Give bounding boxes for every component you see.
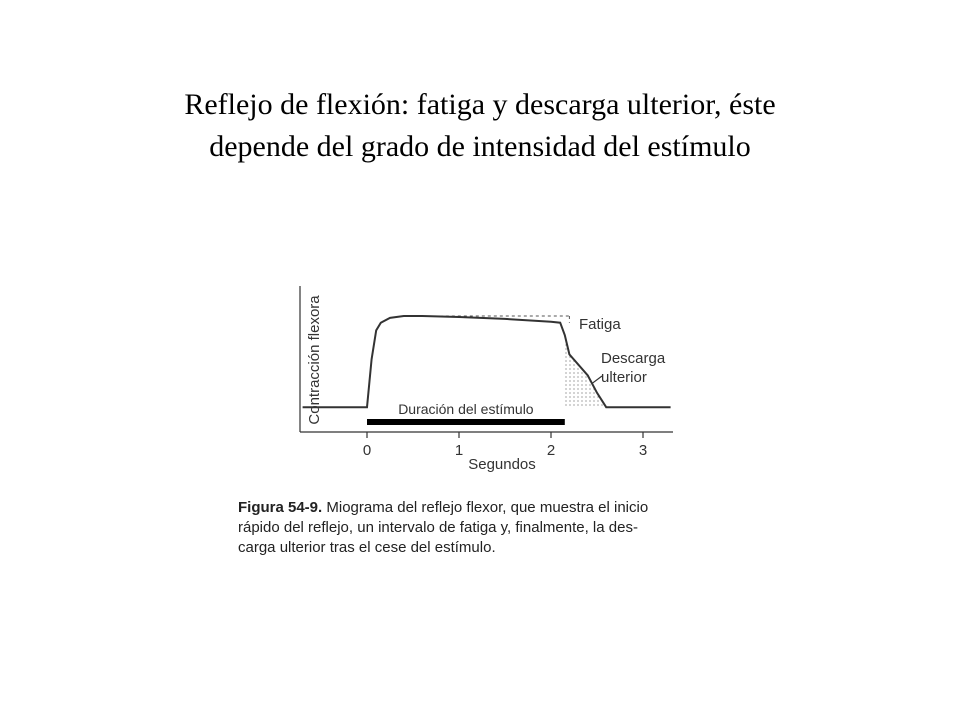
figure-caption (238, 498, 728, 558)
stimulus-label: Duración del estímulo (398, 401, 534, 417)
caption-text-1: Miograma del reflejo flexor, que muestra el inicio (326, 499, 649, 516)
caption-line-2: rápido del reflejo, un intervalo de fatiga y, finalmente, la des- (238, 519, 638, 536)
myogram-chart (233, 272, 733, 497)
caption-line-1 (238, 498, 728, 518)
x-tick-label-1: 1 (454, 442, 464, 459)
x-tick-label-3: 3 (638, 442, 648, 459)
y-axis-label: Contracción flexora (306, 295, 323, 425)
x-tick-label-2: 2 (546, 442, 556, 459)
annotation-after-discharge-1: Descarga (601, 350, 666, 367)
caption-line-3: carga ulterior tras el cese del estímulo. (238, 539, 496, 556)
slide-title (0, 84, 960, 168)
annotation-after-discharge-2: ulterior (601, 369, 647, 386)
x-tick-label-0: 0 (362, 442, 372, 459)
x-axis-label: Segundos (468, 456, 536, 473)
annotation-fatigue: Fatiga (579, 316, 621, 333)
stimulus-bar (367, 419, 565, 425)
slide-title-line-1: Reflejo de flexión: fatiga y descarga ulterior, éste (184, 88, 776, 121)
caption-figure-label: Figura 54-9. (238, 499, 323, 516)
slide-title-line-2: depende del grado de intensidad del estímulo (209, 130, 751, 163)
